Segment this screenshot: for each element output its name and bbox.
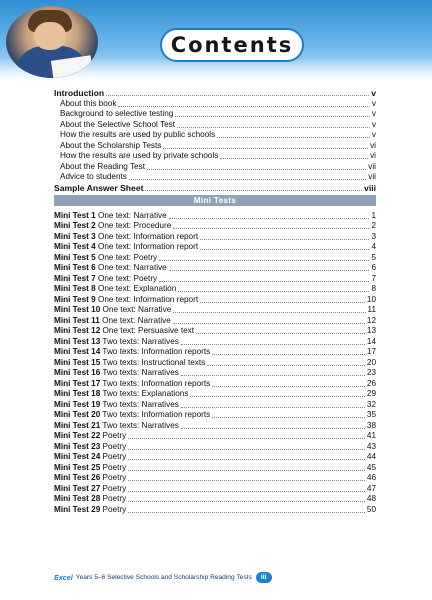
toc-row[interactable] [54, 119, 376, 130]
mini-test-row[interactable] [54, 462, 376, 473]
mini-test-row[interactable] [54, 263, 376, 274]
mini-test-number: Mini Test 12 [54, 326, 101, 335]
mini-test-row[interactable] [54, 368, 376, 379]
footer-brand: Excel [54, 572, 73, 582]
mini-test-number: Mini Test 13 [54, 336, 101, 346]
leader-dots [200, 239, 369, 240]
mini-test-text: One text: Procedure [97, 221, 172, 230]
leader-dots [212, 386, 365, 387]
mini-test-text: One text: Information report [97, 231, 199, 241]
toc-page: viii [364, 183, 376, 193]
mini-test-row[interactable] [54, 431, 376, 442]
mini-test-page: 41 [366, 431, 376, 440]
footer-page-number: iii [256, 572, 272, 583]
mini-test-text: Two texts: Information reports [102, 347, 211, 356]
leader-dots [106, 95, 369, 96]
mini-test-text: Two texts: Narratives [102, 420, 179, 430]
mini-test-label [54, 284, 176, 294]
mini-test-number: Mini Test 14 [54, 347, 101, 356]
toc-label: About this book [60, 98, 117, 108]
mini-test-label [54, 347, 210, 357]
toc-page: vi [370, 140, 376, 150]
mini-test-row[interactable] [54, 483, 376, 494]
mini-test-row[interactable] [54, 284, 376, 295]
leader-dots [200, 302, 365, 303]
page-title: Contents [170, 33, 294, 57]
toc-row[interactable] [54, 151, 376, 162]
mini-test-number: Mini Test 8 [54, 284, 96, 293]
leader-dots [128, 438, 365, 439]
mini-test-row[interactable] [54, 273, 376, 284]
leader-dots [177, 127, 370, 128]
mini-test-label [54, 463, 126, 473]
mini-test-text: Poetry [102, 483, 127, 493]
mini-test-row[interactable] [54, 410, 376, 421]
mini-test-label [54, 442, 126, 452]
toc-label: Advice to students [60, 172, 127, 181]
leader-dots [196, 333, 365, 334]
toc-row[interactable] [54, 161, 376, 172]
mini-test-number: Mini Test 20 [54, 410, 101, 419]
mini-test-number: Mini Test 26 [54, 473, 101, 482]
leader-dots [175, 116, 370, 117]
mini-test-number: Mini Test 5 [54, 252, 96, 262]
intro-list [54, 87, 376, 193]
mini-test-label [54, 431, 126, 441]
toc-row[interactable] [54, 172, 376, 183]
mini-test-row[interactable] [54, 389, 376, 400]
mini-test-label [54, 494, 126, 504]
toc-row[interactable] [54, 130, 376, 141]
mini-test-text: One text: Poetry [97, 273, 158, 283]
toc-page: v [371, 98, 376, 108]
leader-dots [217, 137, 370, 138]
mini-test-row[interactable] [54, 378, 376, 389]
mini-test-text: Poetry [102, 504, 127, 514]
leader-dots [220, 158, 368, 159]
leader-dots [159, 281, 369, 282]
mini-test-number: Mini Test 1 [54, 210, 96, 220]
mini-test-text: One text: Poetry [97, 252, 158, 262]
toc-label: Background to selective testing [60, 109, 174, 118]
mini-test-text: Two texts: Information reports [102, 378, 211, 388]
mini-test-number: Mini Test 21 [54, 420, 101, 430]
mini-test-page: 2 [371, 221, 376, 230]
toc-page: v [371, 119, 376, 129]
toc-label: About the Scholarship Tests [60, 140, 162, 150]
mini-test-page: 23 [366, 368, 376, 377]
mini-test-text: One text: Narrative [102, 315, 171, 325]
mini-test-number: Mini Test 10 [54, 305, 101, 314]
mini-test-page: 1 [371, 210, 376, 220]
mini-test-page: 17 [366, 347, 376, 356]
leader-dots [212, 354, 365, 355]
toc-label: How the results are used by private schools [60, 151, 219, 160]
toc-label: About the Reading Test [60, 161, 145, 171]
mini-test-number: Mini Test 18 [54, 389, 101, 398]
mini-test-number: Mini Test 16 [54, 368, 101, 377]
mini-test-label [54, 484, 126, 494]
mini-test-text: Poetry [102, 473, 127, 482]
mini-test-row[interactable] [54, 336, 376, 347]
mini-test-text: Poetry [102, 431, 127, 440]
mini-test-text: Poetry [102, 452, 127, 461]
mini-test-page: 20 [366, 357, 376, 367]
mini-test-text: Two texts: Information reports [102, 410, 211, 419]
leader-dots [118, 106, 369, 107]
mini-test-row[interactable] [54, 252, 376, 263]
leader-dots [178, 291, 369, 292]
mini-test-label [54, 221, 171, 231]
mini-test-page: 29 [366, 389, 376, 398]
leader-dots [128, 470, 365, 471]
mini-test-text: One text: Explanation [97, 284, 177, 293]
leader-dots [200, 249, 369, 250]
leader-dots [129, 179, 366, 180]
leader-dots [169, 218, 370, 219]
leader-dots [173, 228, 369, 229]
mini-test-row[interactable] [54, 420, 376, 431]
mini-test-label [54, 421, 179, 431]
leader-dots [128, 449, 365, 450]
mini-test-number: Mini Test 28 [54, 494, 101, 503]
mini-test-row[interactable] [54, 231, 376, 242]
mini-test-number: Mini Test 17 [54, 378, 101, 388]
mini-test-number: Mini Test 4 [54, 242, 96, 251]
mini-test-text: Two texts: Narratives [102, 336, 179, 346]
mini-test-label [54, 326, 194, 336]
mini-test-number: Mini Test 25 [54, 462, 101, 472]
mini-test-page: 6 [371, 263, 376, 272]
mini-test-row[interactable] [54, 452, 376, 463]
toc-row[interactable] [54, 182, 376, 193]
mini-test-text: Two texts: Explanations [102, 389, 189, 398]
mini-test-label [54, 253, 157, 263]
mini-test-text: Poetry [102, 441, 127, 451]
leader-dots [128, 501, 365, 502]
toc-page: v [371, 130, 376, 139]
leader-dots [128, 512, 365, 513]
mini-test-label [54, 211, 167, 221]
mini-test-row[interactable] [54, 294, 376, 305]
leader-dots [190, 396, 364, 397]
mini-test-label [54, 358, 205, 368]
leader-dots [128, 459, 365, 460]
mini-test-number: Mini Test 15 [54, 357, 101, 367]
mini-test-row[interactable] [54, 347, 376, 358]
mini-test-label [54, 389, 188, 399]
mini-test-page: 4 [371, 242, 376, 251]
mini-test-page: 13 [366, 326, 376, 335]
mini-test-page: 5 [371, 252, 376, 262]
mini-test-label [54, 379, 210, 389]
mini-test-text: Two texts: Narratives [102, 368, 179, 377]
mini-test-label [54, 337, 179, 347]
mini-test-label [54, 410, 210, 420]
mini-test-number: Mini Test 29 [54, 504, 101, 514]
mini-test-number: Mini Test 11 [54, 315, 100, 325]
leader-dots [181, 407, 365, 408]
title-pill [160, 28, 304, 62]
mini-test-page: 45 [366, 462, 376, 472]
leader-dots [212, 417, 365, 418]
mini-test-page: 11 [367, 305, 376, 314]
mini-test-row[interactable] [54, 357, 376, 368]
leader-dots [128, 491, 365, 492]
mini-test-page: 43 [366, 441, 376, 451]
mini-test-page: 26 [366, 378, 376, 388]
leader-dots [181, 344, 365, 345]
toc-page: v [371, 109, 376, 118]
mini-test-number: Mini Test 7 [54, 273, 96, 283]
toc-row[interactable] [54, 98, 376, 109]
leader-dots [173, 323, 365, 324]
toc-label: How the results are used by public schools [60, 130, 216, 139]
mini-test-page: 7 [371, 273, 376, 283]
mini-test-label [54, 305, 171, 315]
mini-test-number: Mini Test 9 [54, 294, 96, 304]
mini-test-number: Mini Test 3 [54, 231, 96, 241]
mini-test-label [54, 316, 171, 326]
footer-text: Years 5–6 Selective Schools and Scholarship Reading Tests [75, 573, 252, 581]
mini-test-label [54, 473, 126, 483]
mini-test-text: One text: Narrative [102, 305, 172, 314]
mini-test-label [54, 400, 179, 410]
leader-dots [145, 190, 362, 191]
mini-test-page: 14 [366, 336, 376, 346]
leader-dots [181, 428, 365, 429]
mini-test-page: 50 [366, 504, 376, 514]
mini-test-label [54, 274, 157, 284]
mini-test-label [54, 232, 198, 242]
mini-test-text: One text: Narrative [97, 263, 167, 272]
footer [54, 571, 272, 583]
mini-test-page: 8 [371, 284, 376, 293]
leader-dots [163, 148, 368, 149]
leader-dots [128, 480, 365, 481]
mini-test-row[interactable] [54, 494, 376, 505]
mini-test-row[interactable] [54, 441, 376, 452]
mini-test-list [54, 210, 376, 515]
mini-test-page: 46 [366, 473, 376, 482]
toc-label: Introduction [54, 88, 105, 98]
leader-dots [169, 270, 370, 271]
mini-test-text: One text: Narrative [97, 210, 167, 220]
toc-page: vii [368, 172, 376, 181]
leader-dots [207, 365, 365, 366]
mini-test-row[interactable] [54, 504, 376, 515]
leader-dots [147, 169, 366, 170]
mini-test-row[interactable] [54, 242, 376, 253]
mini-test-page: 38 [366, 420, 376, 430]
mini-test-number: Mini Test 19 [54, 399, 101, 409]
mini-test-text: Two texts: Instructional texts [102, 357, 206, 367]
mini-test-number: Mini Test 24 [54, 452, 101, 461]
toc-label: Sample Answer Sheet [54, 183, 144, 193]
mini-test-number: Mini Test 2 [54, 221, 96, 230]
mini-test-row[interactable] [54, 326, 376, 337]
table-of-contents [54, 87, 376, 515]
toc-row[interactable] [54, 87, 376, 98]
toc-page: vi [370, 151, 376, 160]
mini-test-text: One text: Persuasive text [102, 326, 195, 335]
mini-test-label [54, 505, 126, 515]
mini-test-label [54, 295, 198, 305]
mini-test-page: 44 [366, 452, 376, 461]
mini-test-text: One text: Information report [97, 294, 199, 304]
mini-test-label [54, 263, 167, 273]
mini-test-page: 10 [366, 294, 376, 304]
mini-test-row[interactable] [54, 315, 376, 326]
leader-dots [173, 312, 365, 313]
mini-test-page: 48 [366, 494, 376, 503]
section-band-mini-tests: Mini Tests [54, 195, 376, 206]
mini-test-row[interactable] [54, 473, 376, 484]
mini-test-number: Mini Test 23 [54, 441, 101, 451]
mini-test-text: Poetry [102, 462, 127, 472]
mini-test-page: 32 [366, 399, 376, 409]
mini-test-label [54, 452, 126, 462]
toc-row[interactable] [54, 109, 376, 120]
mini-test-row[interactable] [54, 221, 376, 232]
mini-test-page: 3 [371, 231, 376, 241]
mini-test-text: Poetry [102, 494, 127, 503]
leader-dots [181, 375, 365, 376]
mini-test-text: Two texts: Narratives [102, 399, 179, 409]
mini-test-row[interactable] [54, 210, 376, 221]
toc-page: v [371, 88, 376, 98]
mini-test-page: 35 [366, 410, 376, 419]
mini-test-number: Mini Test 6 [54, 263, 96, 272]
leader-dots [159, 260, 369, 261]
mini-test-row[interactable] [54, 305, 376, 316]
mini-test-number: Mini Test 27 [54, 483, 101, 493]
mini-test-row[interactable] [54, 399, 376, 410]
toc-page: vii [368, 161, 376, 171]
mini-test-number: Mini Test 22 [54, 431, 101, 440]
mini-test-label [54, 242, 198, 252]
mini-test-label [54, 368, 179, 378]
toc-label: About the Selective School Test [60, 119, 175, 129]
mini-test-page: 12 [366, 315, 376, 325]
mini-test-page: 47 [366, 483, 376, 493]
mini-test-text: One text: Information report [97, 242, 199, 251]
toc-row[interactable] [54, 140, 376, 151]
student-photo [6, 6, 98, 78]
